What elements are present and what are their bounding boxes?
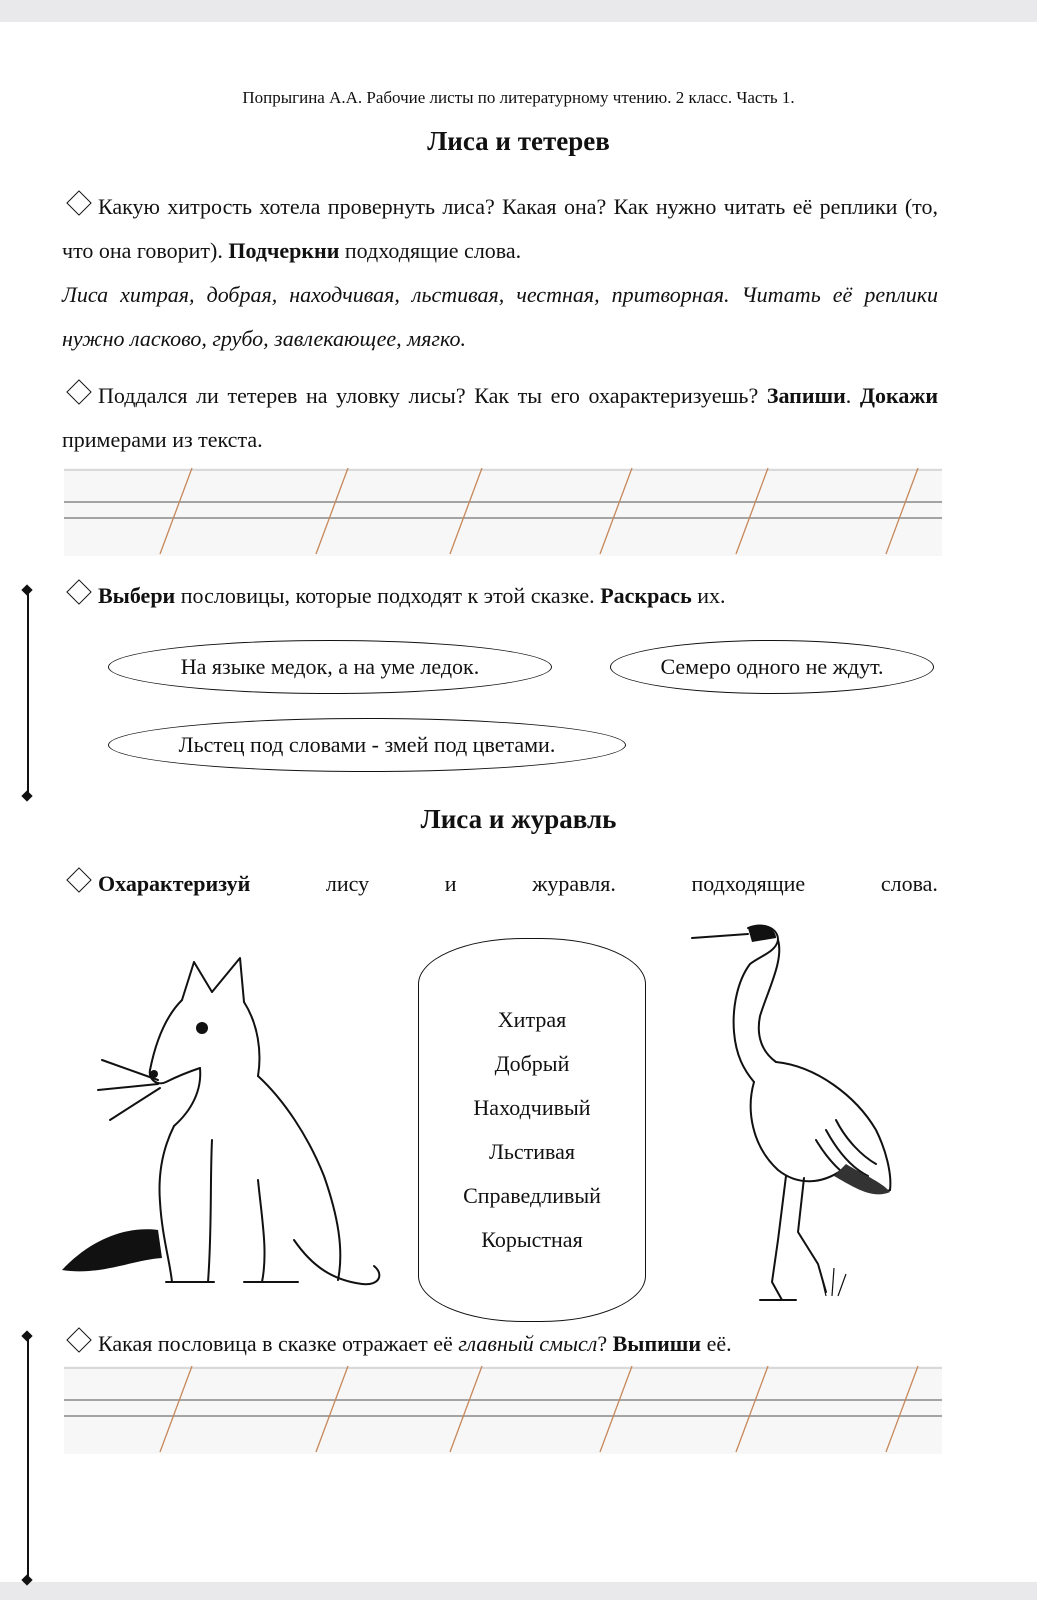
crane-illustration <box>686 920 906 1310</box>
trait-word[interactable]: Корыстная <box>481 1227 583 1252</box>
diamond-bullet-icon <box>66 1327 91 1352</box>
margin-bar <box>27 590 29 796</box>
trait-options-text[interactable]: Лиса хитрая, добрая, находчивая, льстивая, честная, притворная. Читать её реплики нужно ласково, грубо, завлекающее, мягко. <box>62 282 938 351</box>
diamond-bullet-icon <box>66 190 91 215</box>
proverb-oval-1[interactable]: На языке медок, а на уме ледок. <box>108 640 552 694</box>
trait-word-list <box>418 938 646 1322</box>
page-header: Попрыгина А.А. Рабочие листы по литературному чтению. 2 класс. Часть 1. <box>242 88 795 107</box>
fox-illustration <box>62 940 402 1310</box>
section-title-fox-crane: Лиса и журавль <box>420 804 617 834</box>
question-2: Поддался ли тетерев на уловку лисы? Как ты его охарактеризуешь? Запиши. Докажи примерами из текста. <box>62 374 938 462</box>
writing-lines-2[interactable] <box>64 1366 942 1454</box>
question-4: Охарактеризуй лису и журавля. подходящие слова. <box>62 862 938 906</box>
question-1: Какую хитрость хотела провернуть лиса? Какая она? Как нужно читать её реплики (то, что она говорит). Подчеркни подходящие слова. Лиса хитрая, добрая, находчивая, льстивая, честная, притворная. Читать её реплики нужно ласково, грубо, завлекающее, мягко. <box>62 185 938 361</box>
writing-lines-1[interactable] <box>64 468 942 556</box>
diamond-bullet-icon <box>66 867 91 892</box>
trait-word[interactable]: Хитрая <box>497 1007 567 1032</box>
margin-bar <box>27 1336 29 1580</box>
trait-word[interactable]: Льстивая <box>488 1139 576 1164</box>
diamond-bullet-icon <box>66 379 91 404</box>
question-5: Какая пословица в сказке отражает её главный смысл? Выпиши её. <box>62 1322 938 1366</box>
question-3: Выбери пословицы, которые подходят к этой сказке. Раскрась их. <box>62 574 938 618</box>
diamond-bullet-icon <box>66 579 91 604</box>
trait-word[interactable]: Добрый <box>494 1051 570 1076</box>
trait-word[interactable]: Находчивый <box>473 1095 591 1120</box>
trait-word[interactable]: Справедливый <box>463 1183 601 1208</box>
worksheet-page <box>0 22 1037 1582</box>
proverb-oval-3[interactable]: Льстец под словами - змей под цветами. <box>108 718 626 772</box>
proverb-oval-2[interactable]: Семеро одного не ждут. <box>610 640 934 694</box>
section-title-fox-grouse: Лиса и тетерев <box>427 126 610 156</box>
